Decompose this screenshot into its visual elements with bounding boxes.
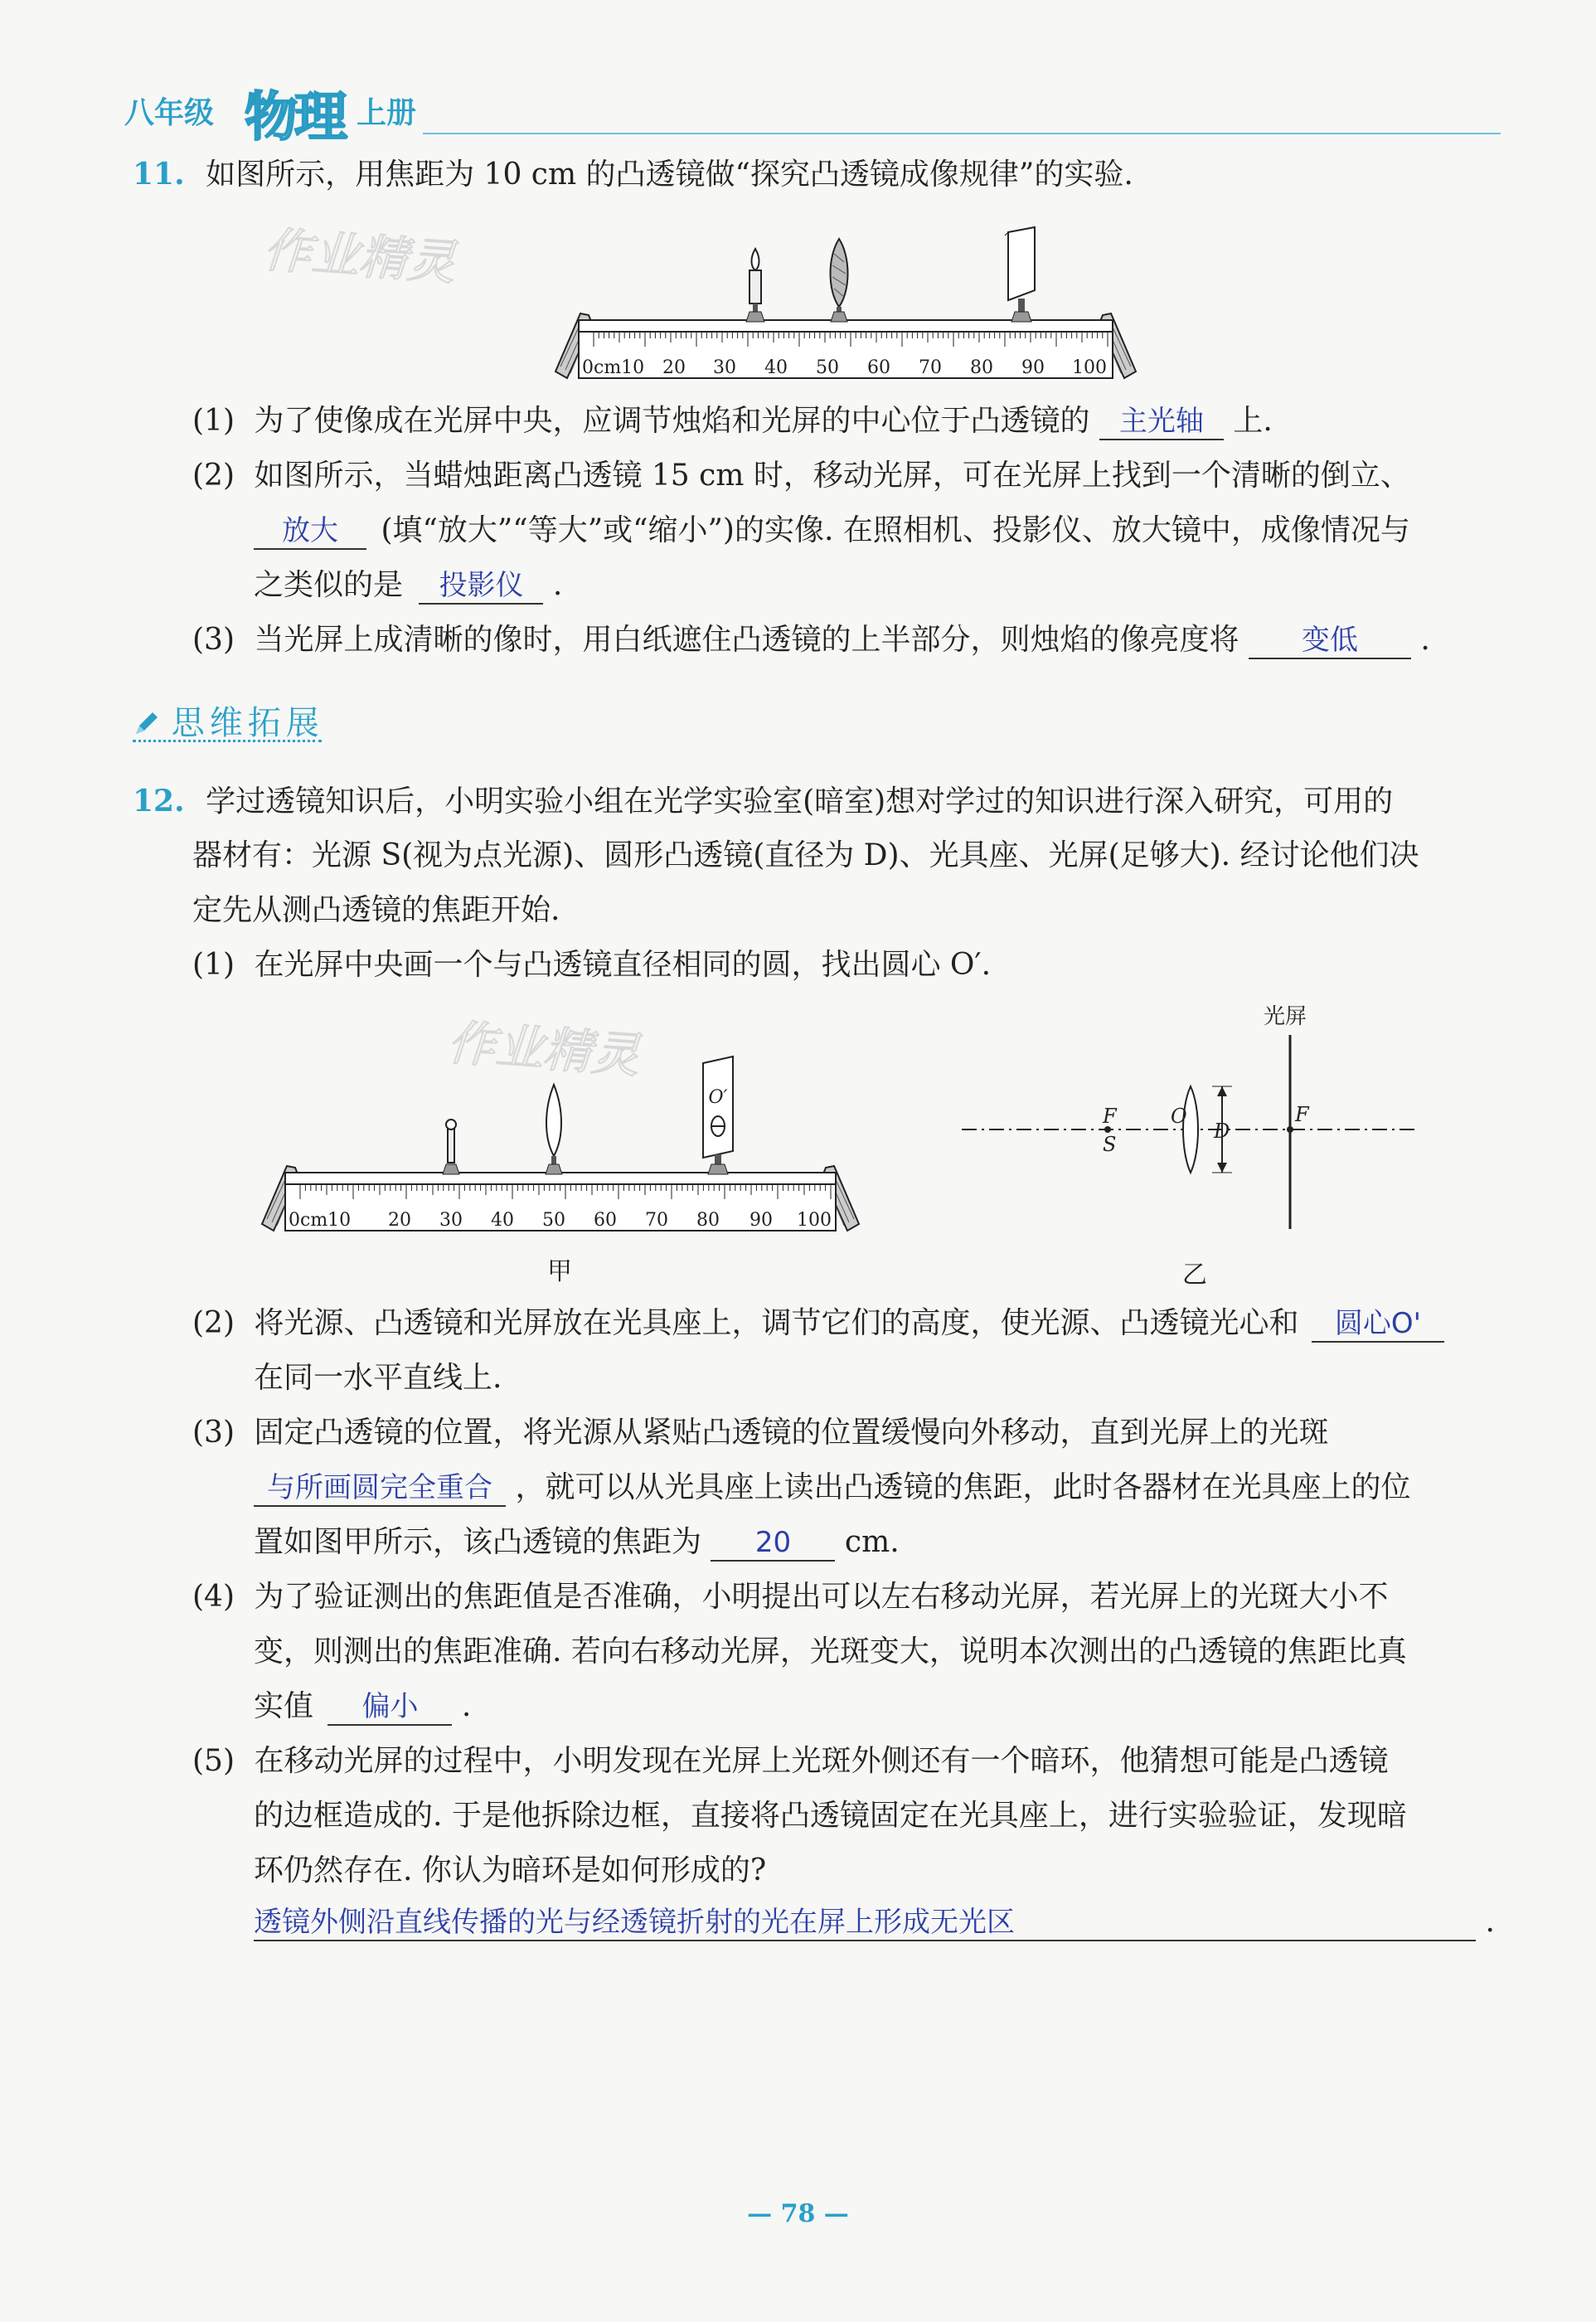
ruler-label: 20 xyxy=(388,1210,411,1231)
q12-p3-answer1[interactable]: 与所画圆完全重合 xyxy=(254,1470,506,1507)
figure-yi-diagram xyxy=(953,995,1426,1244)
q11-p2-answer2[interactable]: 投影仪 xyxy=(419,568,543,605)
label-F-left: F xyxy=(1103,1105,1117,1128)
q11-part2-line1 xyxy=(192,458,1410,494)
q11-p3-num: (3) xyxy=(192,623,235,657)
light-source xyxy=(443,1120,459,1174)
screen-center-label: O′ xyxy=(708,1087,728,1108)
watermark: 作业精灵 xyxy=(445,1013,642,1084)
figure-jia-caption: 甲 xyxy=(547,1257,572,1286)
q11-p2-line3: 之类似的是 xyxy=(254,568,404,602)
ruler-label: 60 xyxy=(867,357,890,378)
q12-p5-line2: 的边框造成的. 于是他拆除边框，直接将凸透镜固定在光具座上，进行实验验证，发现暗 xyxy=(254,1799,1407,1833)
q12-stem-line1: 学过透镜知识后，小明实验小组在光学实验室(暗室)想对学过的知识进行深入研究，可用的 xyxy=(206,785,1394,819)
q12-part3-line3 xyxy=(254,1524,900,1562)
q12-p3-end: cm. xyxy=(844,1525,900,1559)
q11-stem: 如图所示，用焦距为 10 cm 的凸透镜做“探究凸透镜成像规律”的实验. xyxy=(206,158,1133,192)
section-heading xyxy=(133,697,324,744)
q12-p2-num: (2) xyxy=(192,1306,235,1340)
q12-p3-answer2[interactable]: 20 xyxy=(711,1525,835,1562)
q12-part3-line2 xyxy=(254,1469,1410,1507)
q11-part3 xyxy=(192,622,1430,659)
q11-p1-end: 上. xyxy=(1233,404,1273,438)
q11-number: 11. xyxy=(133,157,185,192)
ruler-label: 100 xyxy=(1072,357,1107,378)
light-screen xyxy=(1005,227,1035,322)
focal-point-right xyxy=(1287,1126,1293,1133)
q11-p3-text: 当光屏上成清晰的像时，用白纸遮住凸透镜的上半部分，则烛焰的像亮度将 xyxy=(254,623,1239,657)
q12-p5-answer[interactable]: 透镜外侧沿直线传播的光与经透镜折射的光在屏上形成无光区 xyxy=(254,1905,1476,1941)
q11-p2-line2: (填“放大”“等大”或“缩小”)的实像. 在照相机、投影仪、放大镜中，成像情况与 xyxy=(381,513,1410,547)
q11-stem-line xyxy=(133,156,1133,193)
q12-p5-line3: 环仍然存在. 你认为暗环是如何形成的? xyxy=(254,1853,767,1887)
screen-title: 光屏 xyxy=(1263,1004,1307,1029)
ruler-label: 50 xyxy=(816,357,839,378)
candle xyxy=(746,249,764,322)
ruler-label: 70 xyxy=(645,1210,668,1231)
label-F-right: F xyxy=(1295,1103,1309,1126)
q12-part4-line1 xyxy=(192,1579,1388,1615)
q12-p4-line2: 变，则测出的焦距准确. 若向右移动光屏，光斑变大，说明本次测出的凸透镜的焦距比真 xyxy=(254,1635,1407,1669)
q12-p1-text: 在光屏中央画一个与凸透镜直径相同的圆，找出圆心 O′. xyxy=(254,948,992,982)
header-grade: 八年级 xyxy=(124,96,215,130)
q12-p4-num: (4) xyxy=(192,1580,235,1614)
ruler-label: 30 xyxy=(439,1210,463,1231)
ruler-label: 60 xyxy=(594,1210,617,1231)
ruler-label: 80 xyxy=(696,1210,720,1231)
q12-p4-line3: 实值 xyxy=(254,1689,314,1723)
q11-p1-num: (1) xyxy=(192,404,235,438)
q12-stem-line1 xyxy=(133,783,1393,820)
q12-stem-line3: 定先从测凸透镜的焦距开始. xyxy=(192,893,560,927)
q12-stem-line2: 器材有：光源 S(视为点光源)、圆形凸透镜(直径为 D)、光具座、光屏(足够大). 经讨论他们决 xyxy=(192,838,1419,872)
section-title: 思维拓展 xyxy=(171,704,324,742)
header-subject: 物理 xyxy=(245,87,344,148)
q12-p2-answer[interactable]: 圆心O' xyxy=(1312,1306,1444,1343)
label-O: O xyxy=(1171,1105,1187,1128)
ruler-label: 30 xyxy=(713,357,736,378)
q11-part2-line2 xyxy=(254,512,1410,550)
q11-part1 xyxy=(192,403,1273,440)
q12-p5-line1: 在移动光屏的过程中，小明发现在光屏上光斑外侧还有一个暗环，他猜想可能是凸透镜 xyxy=(254,1744,1389,1778)
q12-p4-answer[interactable]: 偏小 xyxy=(327,1689,452,1726)
ruler-label: 70 xyxy=(919,357,942,378)
q11-part2-line3 xyxy=(254,567,562,605)
ruler-label: 80 xyxy=(970,357,993,378)
q12-p2-line2: 在同一水平直线上. xyxy=(254,1361,502,1395)
q12-p3-num: (3) xyxy=(192,1416,235,1450)
pencil-icon xyxy=(133,709,161,737)
q12-part3-line1 xyxy=(192,1415,1328,1451)
ruler-label: 0cm10 xyxy=(582,357,645,378)
arrow-head-up xyxy=(1217,1086,1227,1096)
arrow-head-down xyxy=(1217,1163,1227,1173)
q12-p1-num: (1) xyxy=(192,948,235,982)
q12-part5-line1 xyxy=(192,1743,1388,1780)
ruler-label: 90 xyxy=(749,1210,773,1231)
q12-part1 xyxy=(192,947,991,984)
ruler-label: 40 xyxy=(764,357,788,378)
q11-p2-line1: 如图所示，当蜡烛距离凸透镜 15 cm 时，移动光屏，可在光屏上找到一个清晰的倒立、 xyxy=(254,459,1410,493)
label-D: D xyxy=(1214,1120,1230,1143)
header-volume: 上册 xyxy=(357,96,417,130)
ruler-label: 0cm10 xyxy=(289,1210,352,1231)
q12-p5-num: (5) xyxy=(192,1744,235,1778)
convex-lens xyxy=(831,239,848,322)
q12-part5-answer-line xyxy=(254,1904,1495,1941)
q11-p2-answer1[interactable]: 放大 xyxy=(254,513,366,550)
q12-p4-end: . xyxy=(461,1689,472,1723)
ruler-label: 40 xyxy=(491,1210,514,1231)
q12-p3-line1: 固定凸透镜的位置，将光源从紧贴凸透镜的位置缓慢向外移动，直到光屏上的光斑 xyxy=(254,1416,1329,1450)
convex-lens xyxy=(546,1085,562,1174)
label-S: S xyxy=(1103,1133,1117,1156)
ruler-label: 20 xyxy=(662,357,686,378)
q11-p2-end: . xyxy=(552,568,563,602)
section-underline xyxy=(133,740,322,742)
q11-p2-num: (2) xyxy=(192,459,235,493)
q11-p1-text: 为了使像成在光屏中央，应调节烛焰和光屏的中心位于凸透镜的 xyxy=(254,404,1090,438)
header-rule xyxy=(423,133,1501,134)
q12-p5-end: . xyxy=(1485,1905,1495,1939)
q11-p3-end: . xyxy=(1420,623,1430,657)
figure-jia-optical-bench xyxy=(245,1052,876,1234)
q12-part2-line1 xyxy=(192,1305,1444,1343)
page-number: — 78 — xyxy=(747,2199,849,2228)
light-screen xyxy=(703,1057,733,1174)
q11-optical-bench-figure xyxy=(539,224,1152,390)
ruler-label: 90 xyxy=(1021,357,1045,378)
figure-yi-caption: 乙 xyxy=(1182,1261,1207,1290)
q11-p3-answer[interactable]: 变低 xyxy=(1249,623,1411,659)
q12-p3-line3: 置如图甲所示，该凸透镜的焦距为 xyxy=(254,1525,702,1559)
q12-number: 12. xyxy=(133,784,185,819)
q12-p2-line1: 将光源、凸透镜和光屏放在光具座上，调节它们的高度，使光源、凸透镜光心和 xyxy=(254,1306,1299,1340)
lens-shape xyxy=(1183,1086,1198,1173)
q12-part4-line3 xyxy=(254,1688,471,1726)
watermark: 作业精灵 xyxy=(261,221,458,291)
q12-p4-line1: 为了验证测出的焦距值是否准确，小明提出可以左右移动光屏，若光屏上的光斑大小不 xyxy=(254,1580,1389,1614)
ruler-label: 100 xyxy=(797,1210,832,1231)
ruler-label: 50 xyxy=(542,1210,565,1231)
q11-p1-answer[interactable]: 主光轴 xyxy=(1099,404,1224,440)
q12-p3-line2: ，就可以从光具座上读出凸透镜的焦距，此时各器材在光具座上的位 xyxy=(515,1470,1411,1504)
